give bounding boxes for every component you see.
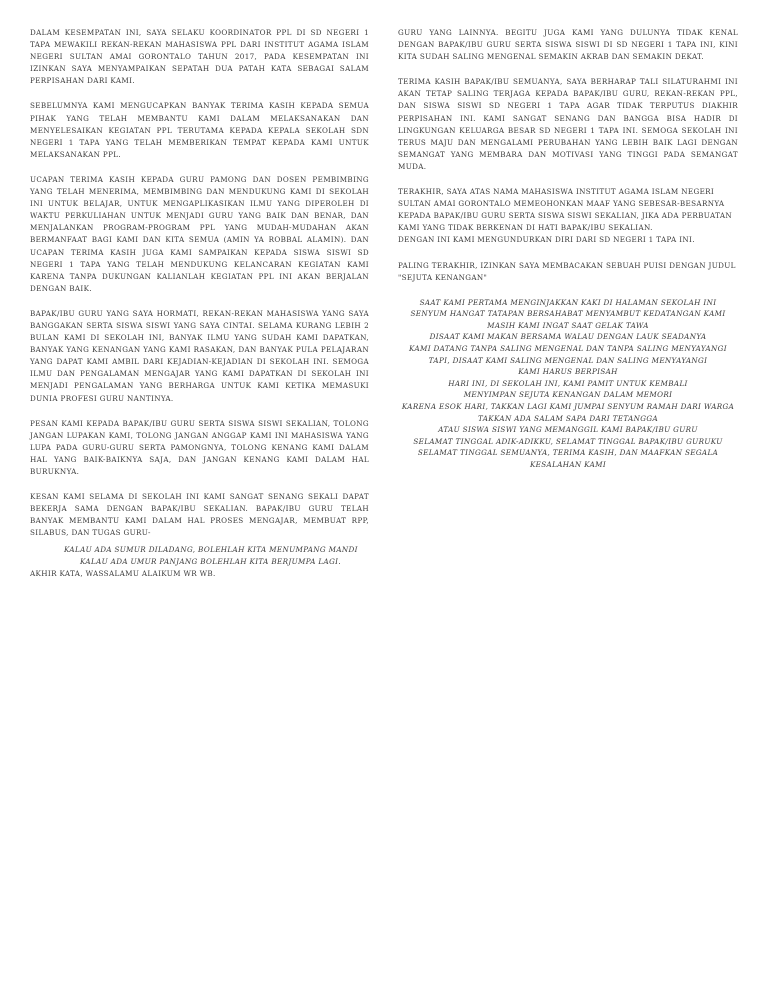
left-column bbox=[30, 27, 369, 552]
paragraph-experience: BAPAK/IBU GURU YANG SAYA HORMATI, REKAN-REKAN MAHASISWA YANG SAYA BANGGAKAN SERTA SISWA SISWI YANG SAYA CINTAI. SELAMA KURANG LEBIH 2 BULAN KAMI DI SEKOLAH INI, BANYAK ILMU YANG SUDAH KAMI DAPATKAN, BANYAK YANG KENANGAN YANG KAMI RASAKAN, DAN BANYAK PULA PELAJARAN YANG DAPAT KAMI AMBIL DARI KEJADIAN-KEJADIAN DI SEKOLAH INI. SEMOGA ILMU DAN PENGALAMAN MENGAJAR YANG KAMI DAPATKAN DI SEKOLAH INI MENJADI PENGALAMAN YANG BERHARGA UNTUK KAMI KETIKA MEMASUKI DUNIA PROFESI GURU NANTINYA. bbox=[30, 308, 369, 403]
poem-line: HARI INI, DI SEKOLAH INI, KAMI PAMIT UNTUK KEMBALI bbox=[448, 378, 688, 388]
paragraph-opening: DALAM KESEMPATAN INI, SAYA SELAKU KOORDINATOR PPL DI SD NEGERI 1 TAPA MEWAKILI REKAN-REKAN MAHASISWA PPL DARI INSTITUT AGAMA ISLAM NEGERI SULTAN AMAI GORONTALO TAHUN 2017, PADA KESEMPATAN INI IZINKAN SAYA MENYAMPAIKAN SEPATAH DUA PATAH KATA SEBAGAI SALAM PERPISAHAN DARI KAMI. bbox=[30, 28, 369, 86]
poem-line: MASIH KAMI INGAT SAAT GELAK TAWA bbox=[487, 320, 649, 330]
poem-line: MENYIMPAN SEJUTA KENANGAN DALAM MEMORI bbox=[463, 390, 673, 400]
poem-line: SELAMAT TINGGAL ADIK-ADIKKU, SELAMAT TINGGAL BAPAK/IBU GURUKU bbox=[413, 436, 723, 446]
poem-line: KAMI DATANG TANPA SALING MENGENAL DAN TANPA SALING MENYAYANGI bbox=[409, 344, 727, 354]
paragraph-continuation: GURU YANG LAINNYA. BEGITU JUGA KAMI YANG DULUNYA TIDAK KENAL DENGAN BAPAK/IBU GURU SERTA SISWA SISWI DI SD NEGERI 1 TAPA INI, KINI KITA SUDAH SALING MENGENAL SEMAKIN AKRAB DAN SEMAKIN DEKAT. bbox=[398, 28, 738, 62]
poem-line: DISAAT KAMI MAKAN BERSAMA WALAU DENGAN LAUK SEADANYA bbox=[429, 332, 707, 342]
paragraph-impression: KESAN KAMI SELAMA DI SEKOLAH INI KAMI SANGAT SENANG SEKALI DAPAT BEKERJA SAMA DENGAN BAPAK/IBU SEKALIAN. BAPAK/IBU GURU TELAH BANYAK MEMBANTU KAMI DALAM HAL PROSES MENGAJAR, MEMBUAT RPP, SILABUS, DAN TUGAS GURU- bbox=[30, 492, 369, 538]
poem-line: SAAT KAMI PERTAMA MENGINJAKKAN KAKI DI HALAMAN SEKOLAH INI bbox=[419, 297, 717, 307]
paragraph-message: PESAN KAMI KEPADA BAPAK/IBU GURU SERTA SISWA SISWI SEKALIAN, TOLONG JANGAN LUPAKAN KAMI, TOLONG JANGAN ANGGAP KAMI INI MAHASISWA YANG LUPA PADA GURU-GURU SERTA PAMONGNYA, TOLONG KENANG KAMI DALAM HAL YANG BAIK-BAIKNYA SAJA, DAN JANGAN KENANG KAMI DALAM HAL BURUKNYA. bbox=[30, 418, 369, 476]
poem-line: SELAMAT TINGGAL SEMUANYA, TERIMA KASIH, DAN MAAFKAN SEGALA KESALAHAN KAMI bbox=[417, 448, 719, 469]
poem-line: TAKKAN ADA SALAM SAPA DARI TETANGGA bbox=[477, 413, 659, 423]
paragraph-gratitude: TERIMA KASIH BAPAK/IBU SEMUANYA, SAYA BERHARAP TALI SILATURAHMI INI AKAN TETAP SALING TERJAGA KEPADA BAPAK/IBU GURU, REKAN-REKAN PPL, DAN SISWA SISWI SD NEGERI 1 TAPA AGAR TIDAK TERPUTUS DIAKHIR PERPISAHAN INI. KAMI SANGAT SENANG DAN BANGGA BISA HADIR DI LINGKUNGAN KELUARGA BESAR SD NEGERI 1 TAPA INI. SEMOGA SEKOLAH INI TERUS MAJU DAN MENGALAMI PERUBAHAN YANG LEBIH BAIK LAGI DENGAN SEMANGAT YANG MEMBARA DAN MOTIVASI YANG TINGGI PADA SEMANGAT MUDA. bbox=[398, 77, 738, 171]
farewell-line: AKHIR KATA, WASSALAMU ALAIKUM WR WB. bbox=[30, 569, 216, 579]
paragraph-thanks-mentors: UCAPAN TERIMA KASIH KEPADA GURU PAMONG DAN DOSEN PEMBIMBING YANG TELAH MENERIMA, MEMBIMBING DAN MENDUKUNG KAMI DI SEKOLAH INI UNTUK BELAJAR, UNTUK MENGAPLIKASIKAN ILMU YANG DIPEROLEH DI WAKTU PERKULIAHAN UNTUK MENJADI GURU YANG BAIK DAN BENAR, DAN MENJALANKAN PROGRAM-PROGRAM PPL YANG MUDAH-MUDAHAN AKAN BERMANFAAT BAGI KAMI DAN KITA SEMUA (AMIN YA ROBBAL ALAMIN). DAN UCAPAN TERIMA KASIH JUGA KAMI SAMPAIKAN KEPADA SISWA SISWI SD NEGERI 1 TAPA YANG TELAH MENDUKUNG KELANCARAN KEGIATAN KAMI KARENA TANPA DUKUNGAN KALIANLAH KEGIATAN PPL INI AKAN BERJALAN DENGAN BAIK. bbox=[30, 174, 369, 293]
pantun-line: KALAU ADA UMUR PANJANG BOLEHLAH KITA BERJUMPA LAGI. bbox=[80, 557, 341, 567]
resignation-text: DENGAN INI KAMI MENGUNDURKAN DIRI DARI SD NEGERI 1 TAPA INI. bbox=[398, 235, 695, 245]
poem-line: TAPI, DISAAT KAMI SALING MENGENAL DAN SALING MENYAYANGI bbox=[428, 355, 708, 365]
poem-line: KAMI HARUS BERPISAH bbox=[518, 367, 618, 377]
right-column bbox=[398, 27, 738, 471]
pantun-line: KALAU ADA SUMUR DILADANG, BOLEHLAH KITA MENUMPANG MANDI bbox=[64, 545, 358, 554]
poem-line: KARENA ESOK HARI, TAKKAN LAGI KAMI JUMPAI SENYUM RAMAH DARI WARGA bbox=[401, 402, 735, 412]
closing-block bbox=[30, 544, 369, 580]
apology-text: TERAKHIR, SAYA ATAS NAMA MAHASISWA INSTITUT AGAMA ISLAM NEGERI SULTAN AMAI GORONTALO MEMEOHONKAN MAAF YANG SEBESAR-BESARNYA KEPADA BAPAK/IBU GURU SERTA SISWA SISWI SEKALIAN, JIKA ADA PERBUATAN KAMI YANG TIDAK BERKENAN DI HATI BAPAK/IBU SEKALIAN. bbox=[398, 187, 733, 233]
paragraph-apology bbox=[398, 186, 738, 246]
poem-line: SENYUM HANGAT TATAPAN BERSAHABAT MENYAMBUT KEDATANGAN KAMI bbox=[410, 309, 726, 319]
paragraph-poem-intro: PALING TERAKHIR, IZINKAN SAYA MEMBACAKAN SEBUAH PUISI DENGAN JUDUL "SEJUTA KENANGAN" bbox=[398, 260, 736, 282]
pantun bbox=[30, 544, 369, 568]
poem bbox=[398, 297, 738, 471]
poem-line: ATAU SISWA SISWI YANG MEMANGGIL KAMI BAPAK/IBU GURU bbox=[438, 425, 698, 435]
paragraph-thanks-school: SEBELUMNYA KAMI MENGUCAPKAN BANYAK TERIMA KASIH KEPADA SEMUA PIHAK YANG TELAH MEMBANTU KAMI DALAM MELAKSANAKAN DAN MENYELESAIKAN KEGIATAN PPL TERUTAMA KEPADA KEPALA SEKOLAH SDN NEGERI 1 TAPA YANG TELAH MEMBERIKAN TEMPAT KEPADA KAMI UNTUK MELAKSANAKAN PPL. bbox=[30, 101, 369, 159]
